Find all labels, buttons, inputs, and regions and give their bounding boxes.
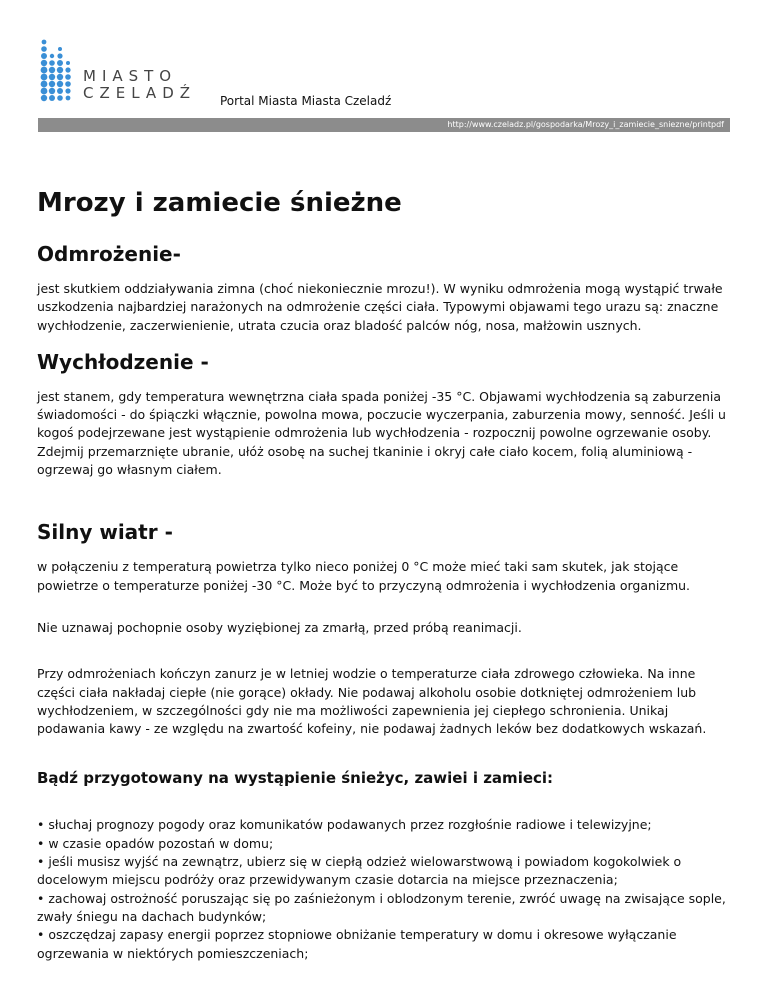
list-item: • oszczędzaj zapasy energii poprzez stopniowe obniżanie temperatury w domu i okresowe wyłączanie ogrzewania w niektórych pomieszczeniach;: [37, 927, 677, 961]
section-text: jest skutkiem oddziaływania zimna (choć niekoniecznie mrozu!). W wyniku odmrożenia mogą wystąpić trwałe uszkodzenia najbardziej narażonych na odmrożenie części ciała. Typowymi objawami tego urazu są: znaczne wychłodzenie, zaczerwienienie, utrata czucia oraz bladość palców nóg, nosa, małżowin usznych.: [37, 281, 723, 333]
page-url[interactable]: http://www.czeladz.pl/gospodarka/Mrozy_i_zamiecie_sniezne/printpdf: [447, 120, 724, 129]
portal-name: Portal Miasta Miasta Czeladź: [220, 94, 392, 108]
limbs-paragraph: Przy odmrożeniach kończyn zanurz je w letniej wodzie o temperaturze ciała zdrowego człowieka. Na inne części ciała nakładaj ciepłe (nie gorące) okłady. Nie podawaj alkoholu osobie dotkniętej odmrożeniem lub wychłodzeniem, w szczególności gdy nie ma możliwości zapewnienia jej ciepłego schronienia. Unikaj podawania kawy - ze względu na zwartość kofeiny, nie podawaj żadnych leków bez dodatkowych wskazań.: [37, 666, 707, 737]
section-text: jest stanem, gdy temperatura wewnętrzna ciała spada poniżej -35 °C. Objawami wychłodzenia są zaburzenia świadomości - do śpiączki włącznie, powolna mowa, poczucie wyczerpania, zaburzenia mowy, senność. Jeśli u kogoś podejrzewane jest wystąpienie odmrożenia lub wychłodzenia - rozpocznij powolne ogrzewanie osoby. Zdejmij przemarznięte ubranie, ułóż osobę na suchej tkaninie i okryj całe ciało kocem, folią aluminiową - ogrzewaj go własnym ciałem.: [37, 388, 726, 478]
section-heading: Odmrożenie-: [37, 242, 181, 266]
logo-dots-icon: [38, 38, 82, 108]
article: [37, 186, 733, 963]
city-logo: [38, 38, 218, 108]
logo-wordmark: [83, 68, 196, 102]
page-header: [38, 38, 730, 118]
preparation-list: [37, 816, 733, 962]
logo-line2: CZELADŹ: [83, 84, 197, 102]
url-bar: [38, 118, 730, 132]
section-heading: Silny wiatr -: [37, 520, 173, 545]
list-item: • w czasie opadów pozostań w domu;: [37, 835, 274, 851]
article-title: Mrozy i zamiecie śnieżne: [37, 188, 402, 218]
list-item: • zachowaj ostrożność poruszając się po zaśnieżonym i oblodzonym terenie, zwróć uwagę na zwisające sople, zwały śniegu na dachach budynków;: [37, 890, 726, 924]
preparation-heading: Bądź przygotowany na wystąpienie śnieżyc, zawiei i zamieci:: [37, 769, 554, 788]
list-item: • słuchaj prognozy pogody oraz komunikatów podawanych przez rozgłośnie radiowe i telewizyjne;: [37, 817, 652, 833]
logo-line1: MIASTO: [83, 67, 178, 85]
reanimation-paragraph: Nie uznawaj pochopnie osoby wyziębionej za zmarłą, przed próbą reanimacji.: [37, 619, 522, 635]
list-item: • jeśli musisz wyjść na zewnątrz, ubierz się w ciepłą odzież wielowarstwową i powiadom kogokolwiek o docelowym miejscu podróży oraz przewidywanym czasie dotarcia na miejsce przeznaczenia;: [37, 854, 682, 888]
section-text: w połączeniu z temperaturą powietrza tylko nieco poniżej 0 °C może mieć taki sam skutek, jak stojące powietrze o temperaturze poniżej -30 °C. Może być to przyczyną odmrożenia i wychłodzenia organizmu.: [37, 559, 691, 593]
section-heading: Wychłodzenie -: [37, 349, 209, 374]
